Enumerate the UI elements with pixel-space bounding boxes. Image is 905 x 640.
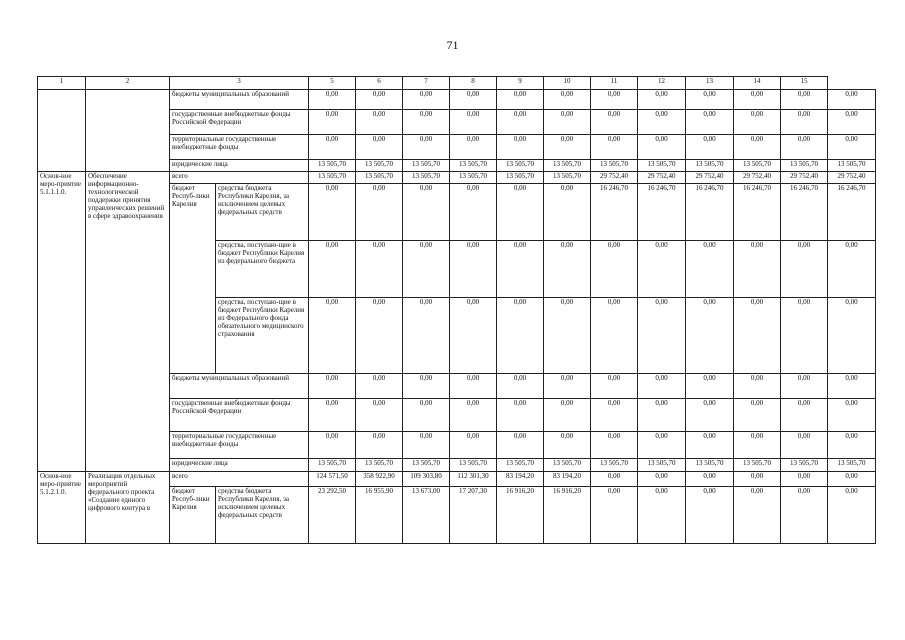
value-cell: 0,00: [450, 374, 497, 399]
header-cell: 1: [38, 77, 86, 90]
value-cell: 13 505,70: [734, 459, 781, 472]
value-cell: 0,00: [734, 399, 781, 432]
value-cell: 16 246,70: [591, 184, 638, 241]
value-cell: 0,00: [403, 90, 450, 110]
value-cell: 0,00: [781, 487, 828, 544]
value-cell: 0,00: [403, 184, 450, 241]
value-cell: 0,00: [781, 241, 828, 298]
value-cell: 0,00: [781, 472, 828, 487]
value-cell: 13 505,70: [497, 172, 544, 184]
value-cell: 0,00: [734, 90, 781, 110]
value-cell: 0,00: [686, 472, 734, 487]
value-cell: 0,00: [734, 241, 781, 298]
value-cell: 0,00: [591, 90, 638, 110]
value-cell: 13 505,70: [403, 160, 450, 172]
source-label: средства, поступаю-щие в бюджет Республики Карелия из федерального бюджета: [216, 241, 309, 298]
value-cell: 16 246,70: [828, 184, 876, 241]
value-cell: 0,00: [828, 487, 876, 544]
value-cell: 0,00: [686, 487, 734, 544]
code-cell: [38, 90, 86, 172]
value-cell: 0,00: [638, 399, 686, 432]
value-cell: 0,00: [781, 399, 828, 432]
value-cell: 13 505,70: [356, 160, 403, 172]
value-cell: 0,00: [450, 110, 497, 135]
header-cell: 13: [686, 77, 734, 90]
value-cell: 29 752,40: [781, 172, 828, 184]
value-cell: 0,00: [309, 184, 356, 241]
value-cell: 0,00: [403, 110, 450, 135]
value-cell: 0,00: [497, 399, 544, 432]
value-cell: 0,00: [781, 432, 828, 459]
budget-label: бюджет Респуб-лики Карелия: [170, 487, 216, 544]
value-cell: 29 752,40: [591, 172, 638, 184]
header-cell: 8: [450, 77, 497, 90]
value-cell: 13 505,70: [356, 459, 403, 472]
value-cell: 0,00: [828, 374, 876, 399]
value-cell: 0,00: [591, 374, 638, 399]
total-label: всего: [170, 172, 309, 184]
value-cell: 0,00: [734, 487, 781, 544]
value-cell: 0,00: [450, 399, 497, 432]
value-cell: 0,00: [686, 298, 734, 374]
value-cell: 0,00: [734, 472, 781, 487]
value-cell: 13 505,70: [781, 160, 828, 172]
value-cell: 0,00: [638, 241, 686, 298]
value-cell: 0,00: [309, 90, 356, 110]
header-cell: 3: [170, 77, 309, 90]
value-cell: 0,00: [497, 298, 544, 374]
value-cell: 0,00: [544, 90, 591, 110]
value-cell: 13 505,70: [309, 459, 356, 472]
value-cell: 0,00: [781, 110, 828, 135]
value-cell: 0,00: [544, 135, 591, 160]
value-cell: 0,00: [309, 110, 356, 135]
value-cell: 0,00: [638, 472, 686, 487]
value-cell: 0,00: [591, 110, 638, 135]
value-cell: 109 303,80: [403, 472, 450, 487]
value-cell: 13 505,70: [544, 459, 591, 472]
value-cell: 0,00: [781, 298, 828, 374]
value-cell: 13 505,70: [403, 172, 450, 184]
budget-table: [37, 76, 876, 544]
table-row: [38, 90, 876, 110]
value-cell: 0,00: [497, 110, 544, 135]
source-label: юридические лица: [170, 160, 309, 172]
value-cell: 16 916,20: [544, 487, 591, 544]
value-cell: 0,00: [638, 487, 686, 544]
value-cell: 13 505,70: [828, 459, 876, 472]
value-cell: 13 505,70: [450, 160, 497, 172]
value-cell: 0,00: [497, 374, 544, 399]
source-label: юридические лица: [170, 459, 309, 472]
value-cell: 0,00: [450, 298, 497, 374]
value-cell: 0,00: [497, 432, 544, 459]
value-cell: 0,00: [591, 241, 638, 298]
value-cell: 0,00: [734, 374, 781, 399]
value-cell: 0,00: [450, 90, 497, 110]
value-cell: 0,00: [781, 90, 828, 110]
value-cell: 0,00: [686, 135, 734, 160]
value-cell: 0,00: [828, 432, 876, 459]
page-number: 71: [446, 38, 459, 52]
value-cell: 0,00: [828, 110, 876, 135]
name-cell: [86, 90, 170, 172]
value-cell: 13 505,70: [544, 172, 591, 184]
value-cell: 0,00: [591, 472, 638, 487]
source-label: государственные внебюджетные фонды Российской Федерации: [170, 110, 309, 135]
header-cell: 12: [638, 77, 686, 90]
value-cell: 0,00: [591, 432, 638, 459]
value-cell: 124 571,50: [309, 472, 356, 487]
value-cell: 0,00: [309, 374, 356, 399]
value-cell: 0,00: [734, 432, 781, 459]
value-cell: 0,00: [686, 241, 734, 298]
value-cell: 16 246,70: [734, 184, 781, 241]
value-cell: 0,00: [497, 241, 544, 298]
value-cell: 13 505,70: [450, 172, 497, 184]
value-cell: 0,00: [544, 241, 591, 298]
value-cell: 13 505,70: [356, 172, 403, 184]
source-label: территориальные государственные внебюджетные фонды: [170, 432, 309, 459]
table-row: [38, 172, 876, 184]
source-label: бюджеты муниципальных образований: [170, 90, 309, 110]
value-cell: 0,00: [828, 472, 876, 487]
value-cell: 0,00: [591, 399, 638, 432]
value-cell: 0,00: [309, 399, 356, 432]
value-cell: 0,00: [356, 184, 403, 241]
value-cell: 0,00: [356, 432, 403, 459]
value-cell: 0,00: [403, 135, 450, 160]
source-label: государственные внебюджетные фонды Российской Федерации: [170, 399, 309, 432]
value-cell: 0,00: [828, 241, 876, 298]
value-cell: 0,00: [309, 432, 356, 459]
value-cell: 0,00: [781, 135, 828, 160]
source-label: средства бюджета Республики Карелия, за исключением целевых федеральных средств: [216, 184, 309, 241]
value-cell: 13 673,00: [403, 487, 450, 544]
header-cell: 11: [591, 77, 638, 90]
total-label: всего: [170, 472, 309, 487]
value-cell: 0,00: [356, 374, 403, 399]
value-cell: 0,00: [638, 90, 686, 110]
value-cell: 0,00: [638, 298, 686, 374]
value-cell: 13 505,70: [828, 160, 876, 172]
value-cell: 358 922,90: [356, 472, 403, 487]
value-cell: 29 752,40: [828, 172, 876, 184]
budget-label: бюджет Респуб-лики Карелия: [170, 184, 216, 374]
value-cell: 16 246,70: [686, 184, 734, 241]
value-cell: 0,00: [686, 432, 734, 459]
value-cell: 0,00: [309, 135, 356, 160]
source-label: территориальные государственные внебюджетные фонды: [170, 135, 309, 160]
value-cell: 0,00: [356, 135, 403, 160]
value-cell: 23 292,50: [309, 487, 356, 544]
table-row: [38, 472, 876, 487]
table-row: [38, 77, 876, 90]
value-cell: 0,00: [686, 399, 734, 432]
value-cell: 0,00: [734, 110, 781, 135]
header-cell: 5: [309, 77, 356, 90]
value-cell: 0,00: [403, 241, 450, 298]
header-cell: 14: [734, 77, 781, 90]
value-cell: 0,00: [734, 298, 781, 374]
measure-name: Реализация отдельных мероприятий федерального проекта «Создание единого цифрового контура в: [86, 472, 170, 544]
measure-name: Обеспечение информационно-технологической поддержки принятия управленческих решений в сфере здравоохранения: [86, 172, 170, 472]
value-cell: 16 246,70: [638, 184, 686, 241]
value-cell: 13 505,70: [686, 160, 734, 172]
value-cell: 0,00: [497, 90, 544, 110]
value-cell: 0,00: [403, 374, 450, 399]
value-cell: 0,00: [686, 110, 734, 135]
value-cell: 0,00: [544, 298, 591, 374]
value-cell: 13 505,70: [544, 160, 591, 172]
header-cell: 15: [781, 77, 828, 90]
value-cell: 13 505,70: [638, 459, 686, 472]
value-cell: 0,00: [638, 374, 686, 399]
value-cell: 83 194,20: [497, 472, 544, 487]
value-cell: 0,00: [309, 241, 356, 298]
value-cell: 0,00: [544, 432, 591, 459]
value-cell: 16 246,70: [781, 184, 828, 241]
value-cell: 0,00: [686, 90, 734, 110]
value-cell: 0,00: [450, 432, 497, 459]
value-cell: 13 505,70: [450, 459, 497, 472]
header-cell: 10: [544, 77, 591, 90]
value-cell: 29 752,40: [734, 172, 781, 184]
value-cell: 0,00: [356, 298, 403, 374]
value-cell: 0,00: [309, 298, 356, 374]
value-cell: 0,00: [497, 184, 544, 241]
value-cell: 0,00: [828, 399, 876, 432]
value-cell: 0,00: [356, 399, 403, 432]
value-cell: 29 752,40: [686, 172, 734, 184]
value-cell: 16 955,90: [356, 487, 403, 544]
source-label: средства, поступаю-щие в бюджет Республики Карелия из Федерального фонда обязательного медицинского страхования: [216, 298, 309, 374]
value-cell: 0,00: [544, 399, 591, 432]
value-cell: 13 505,70: [686, 459, 734, 472]
value-cell: 0,00: [591, 487, 638, 544]
value-cell: 112 301,30: [450, 472, 497, 487]
header-cell: 7: [403, 77, 450, 90]
measure-code: Основ-ное меро-приятие 5.1.1.1.0.: [38, 172, 86, 472]
value-cell: 0,00: [450, 135, 497, 160]
value-cell: 0,00: [403, 399, 450, 432]
value-cell: 16 916,20: [497, 487, 544, 544]
value-cell: 13 505,70: [497, 160, 544, 172]
value-cell: 0,00: [450, 241, 497, 298]
value-cell: 0,00: [734, 135, 781, 160]
value-cell: 29 752,40: [638, 172, 686, 184]
value-cell: 17 207,30: [450, 487, 497, 544]
value-cell: 0,00: [638, 135, 686, 160]
value-cell: 13 505,70: [309, 172, 356, 184]
value-cell: 13 505,70: [781, 459, 828, 472]
value-cell: 0,00: [828, 90, 876, 110]
value-cell: 13 505,70: [734, 160, 781, 172]
value-cell: 0,00: [544, 110, 591, 135]
value-cell: 13 505,70: [638, 160, 686, 172]
value-cell: 0,00: [591, 298, 638, 374]
value-cell: 0,00: [638, 432, 686, 459]
value-cell: 0,00: [638, 110, 686, 135]
header-cell: 6: [356, 77, 403, 90]
value-cell: 0,00: [828, 135, 876, 160]
value-cell: 0,00: [686, 374, 734, 399]
value-cell: 0,00: [544, 184, 591, 241]
measure-code: Основ-ное меро-приятие 5.1.2.1.0.: [38, 472, 86, 544]
value-cell: 0,00: [356, 90, 403, 110]
value-cell: 0,00: [403, 298, 450, 374]
value-cell: 13 505,70: [497, 459, 544, 472]
value-cell: 0,00: [544, 374, 591, 399]
value-cell: 0,00: [450, 184, 497, 241]
value-cell: 0,00: [591, 135, 638, 160]
value-cell: 0,00: [356, 110, 403, 135]
value-cell: 83 194,20: [544, 472, 591, 487]
value-cell: 13 505,70: [309, 160, 356, 172]
value-cell: 13 505,70: [403, 459, 450, 472]
value-cell: 0,00: [356, 241, 403, 298]
header-cell: 9: [497, 77, 544, 90]
value-cell: 13 505,70: [591, 160, 638, 172]
source-label: бюджеты муниципальных образований: [170, 374, 309, 399]
value-cell: 13 505,70: [591, 459, 638, 472]
value-cell: 0,00: [403, 432, 450, 459]
value-cell: 0,00: [828, 298, 876, 374]
header-cell: 2: [86, 77, 170, 90]
value-cell: 0,00: [497, 135, 544, 160]
value-cell: 0,00: [781, 374, 828, 399]
source-label: средства бюджета Республики Карелия, за исключением целевых федеральных средств: [216, 487, 309, 544]
